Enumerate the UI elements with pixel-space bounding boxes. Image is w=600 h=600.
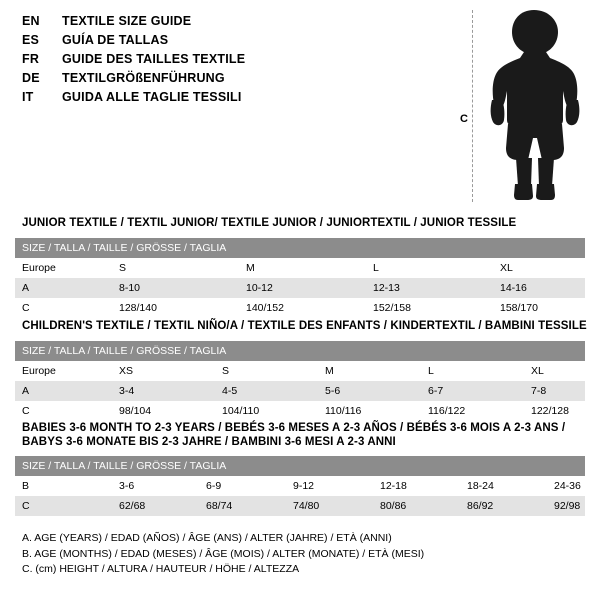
cell: 12-18 bbox=[373, 476, 460, 496]
cell: XS bbox=[112, 361, 215, 381]
legend-line-a: A. AGE (YEARS) / EDAD (AÑOS) / ÂGE (ANS) / ALTER (JAHRE) / ETÀ (ANNI) bbox=[22, 532, 392, 544]
header-title: TEXTILE SIZE GUIDE bbox=[62, 14, 192, 28]
cell: 5-6 bbox=[318, 381, 421, 401]
cell: 98/104 bbox=[112, 401, 215, 421]
section-title-children: CHILDREN'S TEXTILE / TEXTIL NIÑO/A / TEXTILE DES ENFANTS / KINDERTEXTIL / BAMBINI TESSILE bbox=[22, 320, 587, 332]
table-row bbox=[15, 361, 585, 381]
cell: 62/68 bbox=[112, 496, 199, 516]
cell: 152/158 bbox=[366, 298, 493, 318]
row-label: C bbox=[15, 401, 112, 421]
table-header-label: SIZE / TALLA / TAILLE / GRÖSSE / TAGLIA bbox=[15, 341, 585, 361]
table-header-label: SIZE / TALLA / TAILLE / GRÖSSE / TAGLIA bbox=[15, 238, 585, 258]
cell: 110/116 bbox=[318, 401, 421, 421]
header-title: GUIDE DES TAILLES TEXTILE bbox=[62, 52, 246, 66]
table-header-label: SIZE / TALLA / TAILLE / GRÖSSE / TAGLIA bbox=[15, 456, 585, 476]
size-table-junior bbox=[15, 238, 585, 318]
cell: 3-4 bbox=[112, 381, 215, 401]
cell: 122/128 bbox=[524, 401, 585, 421]
row-label: C bbox=[15, 496, 112, 516]
header-lang-code: FR bbox=[22, 52, 40, 66]
cell: 7-8 bbox=[524, 381, 585, 401]
header-row bbox=[22, 52, 442, 71]
table-row bbox=[15, 476, 585, 496]
cell: 12-13 bbox=[366, 278, 493, 298]
cell: L bbox=[421, 361, 524, 381]
header-row bbox=[22, 33, 442, 52]
child-silhouette-icon bbox=[480, 8, 590, 203]
cell: 80/86 bbox=[373, 496, 460, 516]
header-lang-code: DE bbox=[22, 71, 40, 85]
header-row bbox=[22, 14, 442, 33]
cell: 140/152 bbox=[239, 298, 366, 318]
cell: 6-9 bbox=[199, 476, 286, 496]
section-title-babies: BABIES 3-6 MONTH TO 2-3 YEARS / BEBÉS 3-6 MESES A 2-3 AÑOS / BÉBÉS 3-6 MOIS A 2-3 ANS / BABYS 3-6 MONATE BIS 2-3 JAHRE / BAMBINI 3-6 MESI A 2-3 ANNI bbox=[22, 422, 566, 448]
header-lang-code: IT bbox=[22, 90, 34, 104]
table-row bbox=[15, 381, 585, 401]
cell: 18-24 bbox=[460, 476, 547, 496]
table-row bbox=[15, 298, 585, 318]
cell: 24-36 bbox=[547, 476, 585, 496]
cell: 6-7 bbox=[421, 381, 524, 401]
cell: XL bbox=[524, 361, 585, 381]
size-table-children bbox=[15, 341, 585, 421]
table-header-row bbox=[15, 341, 585, 361]
legend-line-c: C. (cm) HEIGHT / ALTURA / HAUTEUR / HÖHE / ALTEZZA bbox=[22, 563, 300, 575]
table-row bbox=[15, 278, 585, 298]
height-guide-line bbox=[472, 10, 473, 202]
cell: 3-6 bbox=[112, 476, 199, 496]
cell: 92/98 bbox=[547, 496, 585, 516]
header-lang-code: ES bbox=[22, 33, 40, 47]
cell: M bbox=[318, 361, 421, 381]
header-lang-code: EN bbox=[22, 14, 40, 28]
cell: XL bbox=[493, 258, 585, 278]
cell: 68/74 bbox=[199, 496, 286, 516]
height-measure-label: C bbox=[460, 113, 468, 125]
row-label: A bbox=[15, 278, 112, 298]
legend-line-b: B. AGE (MONTHS) / EDAD (MESES) / ÂGE (MOIS) / ALTER (MONATE) / ETÀ (MESI) bbox=[22, 547, 425, 560]
header-row bbox=[22, 90, 442, 109]
row-label: C bbox=[15, 298, 112, 318]
row-label: Europe bbox=[15, 361, 112, 381]
header-title: GUIDA ALLE TAGLIE TESSILI bbox=[62, 90, 242, 104]
table-row bbox=[15, 401, 585, 421]
cell: 74/80 bbox=[286, 496, 373, 516]
cell: S bbox=[215, 361, 318, 381]
header-row bbox=[22, 71, 442, 90]
cell: L bbox=[366, 258, 493, 278]
cell: 104/110 bbox=[215, 401, 318, 421]
cell: 10-12 bbox=[239, 278, 366, 298]
header-title: GUÍA DE TALLAS bbox=[62, 33, 169, 47]
cell: 14-16 bbox=[493, 278, 585, 298]
cell: S bbox=[112, 258, 239, 278]
table-row bbox=[15, 258, 585, 278]
row-label: B bbox=[15, 476, 112, 496]
header-title: TEXTILGRÖßENFÜHRUNG bbox=[62, 71, 225, 85]
cell: 9-12 bbox=[286, 476, 373, 496]
header-block bbox=[22, 14, 442, 109]
cell: 8-10 bbox=[112, 278, 239, 298]
cell: 86/92 bbox=[460, 496, 547, 516]
row-label: Europe bbox=[15, 258, 112, 278]
size-table-babies bbox=[15, 456, 585, 516]
cell: M bbox=[239, 258, 366, 278]
row-label: A bbox=[15, 381, 112, 401]
height-figure bbox=[450, 8, 595, 208]
section-title-junior: JUNIOR TEXTILE / TEXTIL JUNIOR/ TEXTILE JUNIOR / JUNIORTEXTIL / JUNIOR TESSILE bbox=[22, 217, 517, 229]
cell: 4-5 bbox=[215, 381, 318, 401]
legend-block bbox=[22, 531, 424, 578]
table-header-row bbox=[15, 238, 585, 258]
cell: 128/140 bbox=[112, 298, 239, 318]
table-header-row bbox=[15, 456, 585, 476]
cell: 116/122 bbox=[421, 401, 524, 421]
table-row bbox=[15, 496, 585, 516]
cell: 158/170 bbox=[493, 298, 585, 318]
